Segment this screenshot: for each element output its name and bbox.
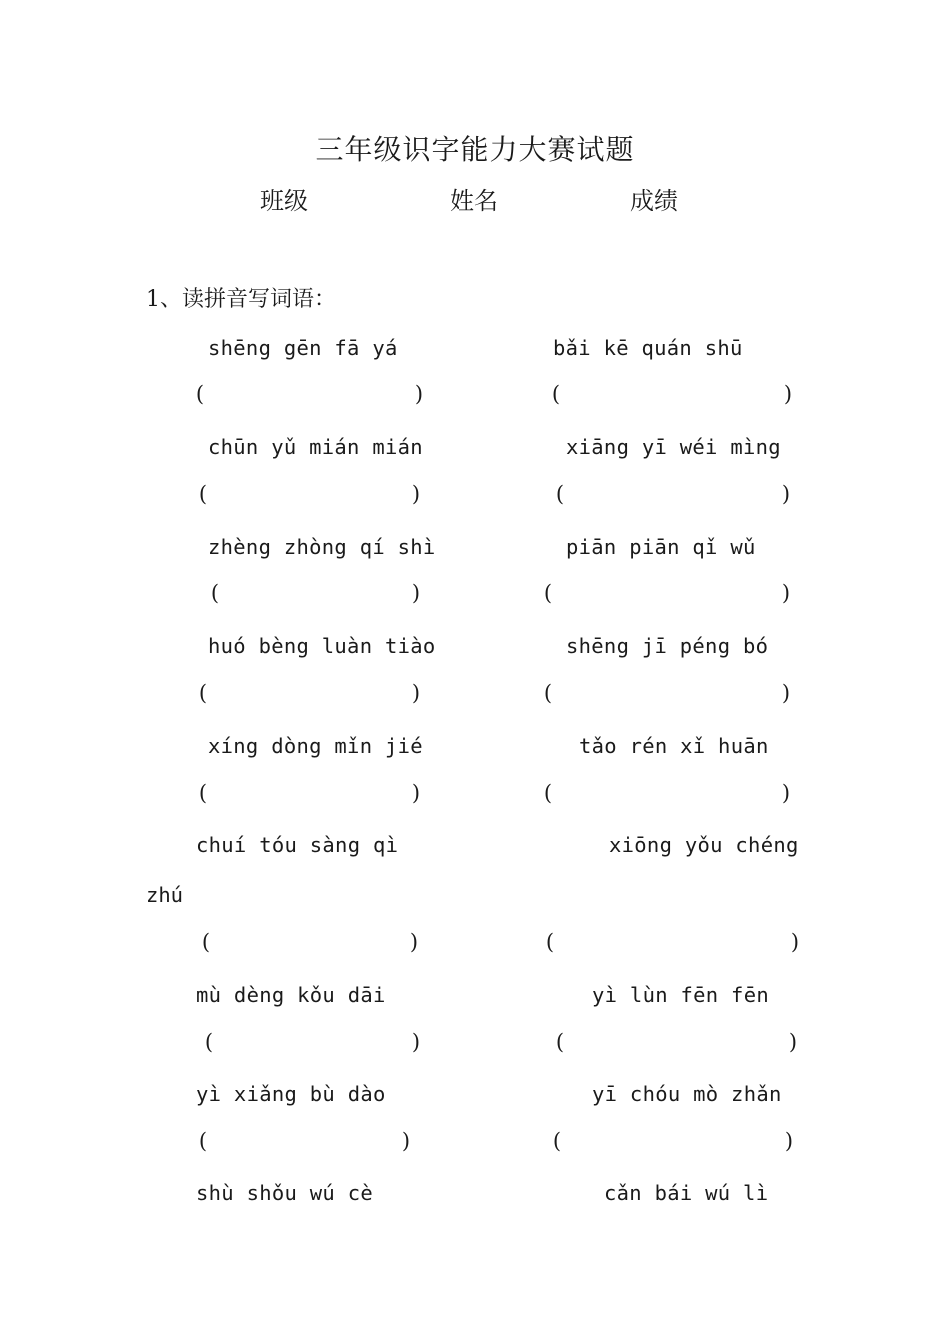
paren-open: ( xyxy=(543,781,553,805)
paren-close: ) xyxy=(781,482,791,506)
pinyin-right: yī chóu mò zhǎn xyxy=(592,1082,782,1106)
paren-open: ( xyxy=(555,482,565,506)
pinyin-right: tǎo rén xǐ huān xyxy=(579,734,769,758)
pinyin-left: mù dèng kǒu dāi xyxy=(196,983,386,1007)
paren-close: ) xyxy=(411,581,421,605)
pinyin-wrapped-tail: zhú xyxy=(146,883,184,907)
pinyin-left: zhèng zhòng qí shì xyxy=(208,535,436,559)
pinyin-right: cǎn bái wú lì xyxy=(604,1181,769,1205)
pinyin-left: chuí tóu sàng qì xyxy=(196,833,399,857)
paren-close: ) xyxy=(784,1129,794,1153)
paren-open: ( xyxy=(543,681,553,705)
paren-close: ) xyxy=(411,681,421,705)
paren-close: ) xyxy=(781,681,791,705)
pinyin-right: piān piān qǐ wǔ xyxy=(566,535,756,559)
paren-open: ( xyxy=(543,581,553,605)
paren-open: ( xyxy=(551,382,561,406)
paren-close: ) xyxy=(788,1030,798,1054)
paren-open: ( xyxy=(204,1030,214,1054)
paren-open: ( xyxy=(210,581,220,605)
paren-open: ( xyxy=(545,930,555,954)
name-label: 姓名 xyxy=(450,187,498,215)
paren-open: ( xyxy=(201,930,211,954)
score-label: 成绩 xyxy=(630,187,678,215)
class-label: 班级 xyxy=(260,187,308,215)
pinyin-right: bǎi kē quán shū xyxy=(553,336,743,360)
paren-close: ) xyxy=(411,482,421,506)
paren-open: ( xyxy=(198,781,208,805)
paren-close: ) xyxy=(409,930,419,954)
paren-open: ( xyxy=(198,1129,208,1153)
pinyin-right: xiāng yī wéi mìng xyxy=(566,435,781,459)
paren-open: ( xyxy=(198,482,208,506)
paren-open: ( xyxy=(198,681,208,705)
paren-close: ) xyxy=(411,781,421,805)
paren-close: ) xyxy=(783,382,793,406)
paren-open: ( xyxy=(552,1129,562,1153)
paren-close: ) xyxy=(781,781,791,805)
pinyin-left: chūn yǔ mián mián xyxy=(208,435,423,459)
paren-close: ) xyxy=(401,1129,411,1153)
pinyin-right: xiōng yǒu chéng xyxy=(609,833,799,857)
paren-close: ) xyxy=(414,382,424,406)
pinyin-left: shù shǒu wú cè xyxy=(196,1181,373,1205)
pinyin-right: yì lùn fēn fēn xyxy=(592,983,769,1007)
paren-close: ) xyxy=(411,1030,421,1054)
page-title: 三年级识字能力大赛试题 xyxy=(315,133,635,166)
paren-close: ) xyxy=(790,930,800,954)
pinyin-left: xíng dòng mǐn jié xyxy=(208,734,423,758)
pinyin-left: yì xiǎng bù dào xyxy=(196,1082,386,1106)
pinyin-left: huó bèng luàn tiào xyxy=(208,634,436,658)
paren-open: ( xyxy=(555,1030,565,1054)
paren-open: ( xyxy=(195,382,205,406)
pinyin-right: shēng jī péng bó xyxy=(566,634,769,658)
paren-close: ) xyxy=(781,581,791,605)
section-1-heading: 1、读拼音写词语： xyxy=(146,287,336,312)
pinyin-left: shēng gēn fā yá xyxy=(208,336,398,360)
